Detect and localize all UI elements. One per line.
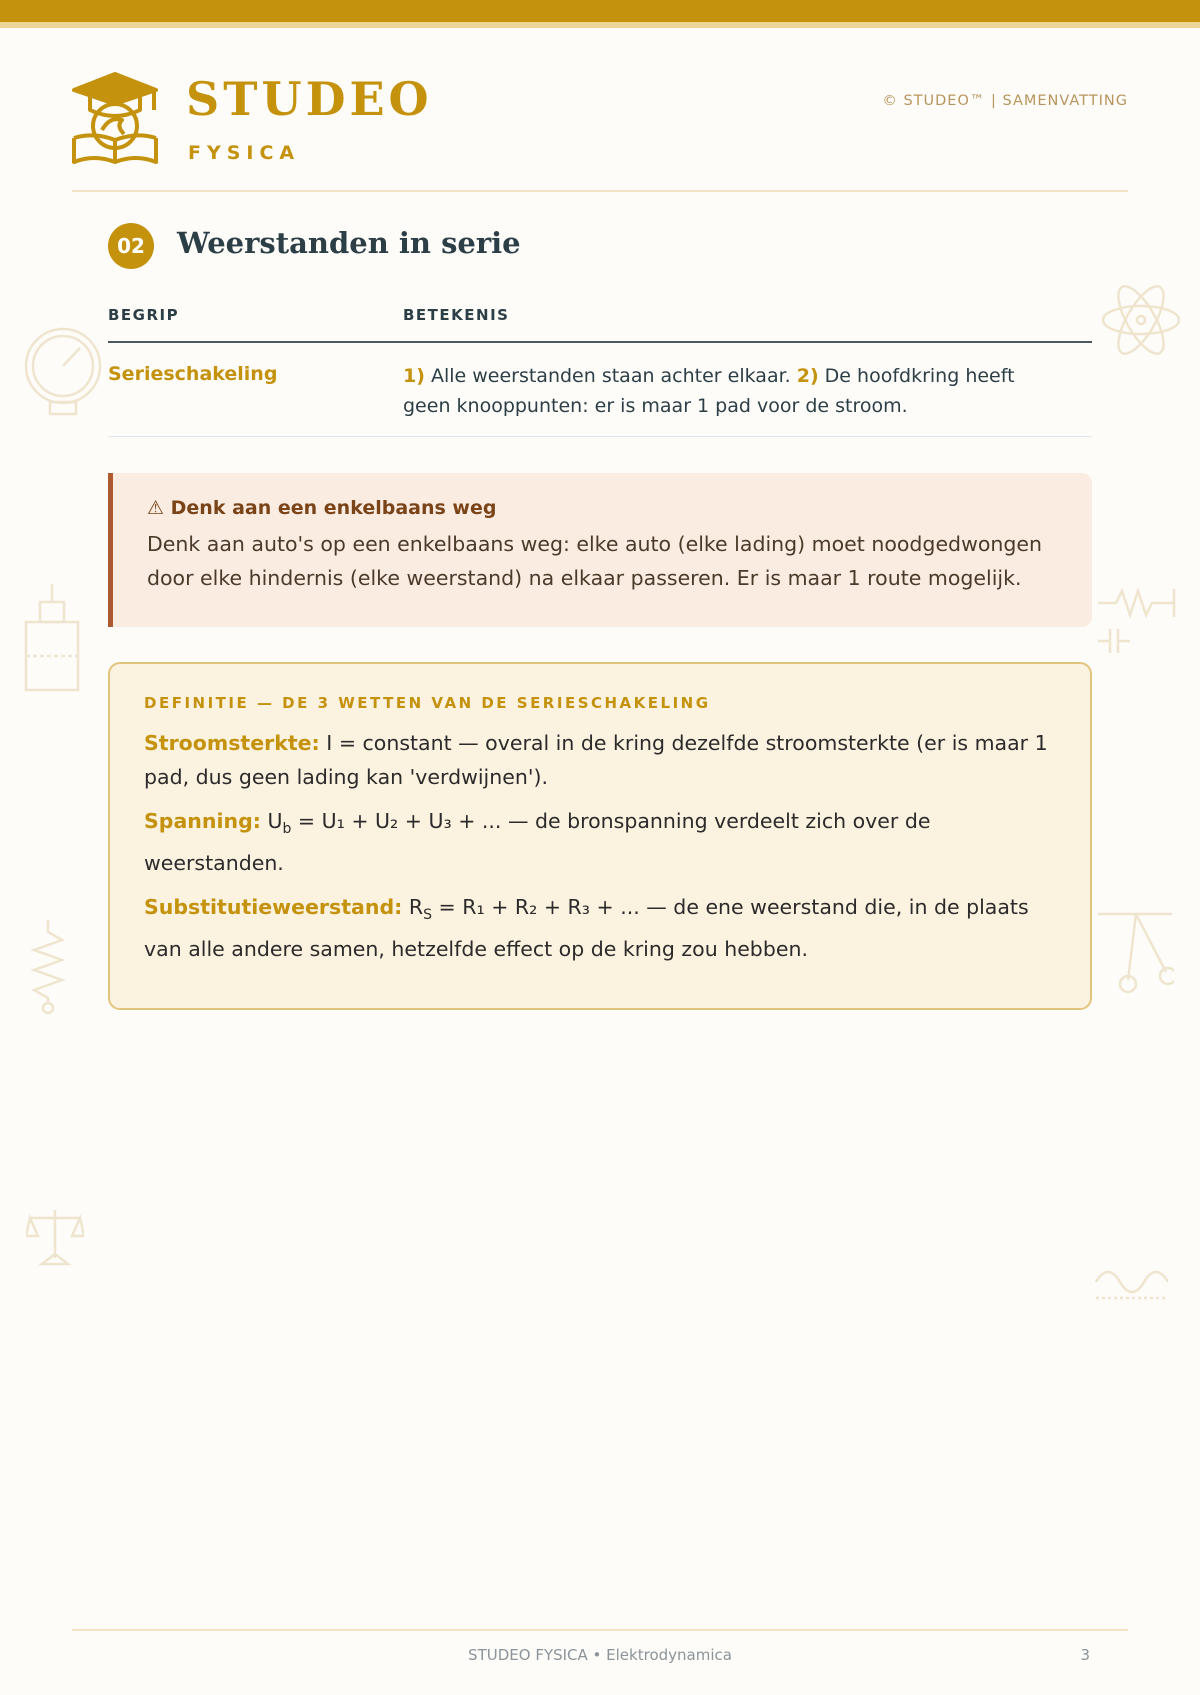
- law-current: [144, 726, 1056, 794]
- table-row-meaning: [403, 361, 1063, 421]
- definition-label: DEFINITIE — DE 3 WETTEN VAN DE SERIESCHAKELING: [144, 694, 711, 712]
- law-resistance-text: = R₁ + R₂ + R₃ + ... — de ene weerstand die, in de plaats van alle andere samen, hetzelfde effect op de kring zou hebben.: [144, 895, 1029, 962]
- meaning-number-2: 2): [796, 365, 819, 387]
- table-header-divider: [108, 341, 1092, 343]
- law-voltage-text: = U₁ + U₂ + U₃ + ... — de bronspanning verdeelt zich over de weerstanden.: [144, 809, 931, 876]
- meaning-part-2: De hoofdkring heeft geen knooppunten: er is maar 1 pad voor de stroom.: [403, 365, 1015, 417]
- law-resistance-symbol: R: [402, 895, 424, 920]
- brand-name: STUDEO: [186, 72, 433, 126]
- table-row-term: Serieschakeling: [108, 363, 278, 385]
- law-voltage: [144, 804, 1056, 880]
- law-voltage-subscript: b: [282, 821, 292, 838]
- law-resistance-key: Substitutieweerstand:: [144, 895, 403, 920]
- page-number: 3: [1080, 1646, 1090, 1664]
- top-accent-bar: [0, 0, 1200, 22]
- section-number-badge: 02: [108, 223, 154, 269]
- atom-decoration-icon: [1100, 284, 1182, 356]
- law-current-text: I = constant — overal in de kring dezelfde stroomsterkte (er is maar 1 pad, dus geen lading kan 'verdwijnen').: [144, 731, 1048, 789]
- footer-text: STUDEO FYSICA • Elektrodynamica: [468, 1646, 732, 1664]
- callout-text: Denk aan auto's op een enkelbaans weg: elke auto (elke lading) moet noodgedwongen door elke hindernis (elke weerstand) na elkaar passeren. Er is maar 1 route mogelijk.: [147, 532, 1042, 590]
- section-title: Weerstanden in serie: [177, 226, 521, 260]
- law-voltage-symbol: U: [260, 809, 283, 833]
- table-row-divider: [108, 436, 1092, 437]
- header-divider: [72, 190, 1128, 192]
- footer-divider: [72, 1629, 1128, 1631]
- table-header-term: BEGRIP: [108, 306, 180, 324]
- meaning-number-1: 1): [403, 365, 425, 387]
- law-resistance-subscript: S: [423, 907, 432, 924]
- callout-title: ⚠ Denk aan een enkelbaans weg: [147, 497, 497, 519]
- law-resistance: [144, 890, 1056, 966]
- meaning-part-1: Alle weerstanden staan achter elkaar.: [424, 365, 797, 387]
- stopwatch-decoration-icon: [22, 326, 104, 416]
- resistor-capacitor-decoration-icon: [1096, 585, 1176, 655]
- top-accent-bar-light: [0, 22, 1200, 28]
- spring-decoration-icon: [30, 918, 70, 1014]
- pendulum-decoration-icon: [1096, 910, 1174, 994]
- balance-scale-decoration-icon: [26, 1206, 84, 1268]
- law-current-key: Stroomsterkte:: [144, 731, 320, 755]
- definition-box: [108, 662, 1092, 1010]
- table-header-meaning: BETEKENIS: [403, 306, 510, 324]
- copyright-notice: © STUDEO™ | SAMENVATTING: [882, 93, 1128, 109]
- analogy-callout: [108, 473, 1092, 627]
- wave-decoration-icon: [1094, 1262, 1168, 1302]
- law-voltage-key: Spanning:: [144, 809, 261, 833]
- brand-subject: FYSICA: [188, 142, 301, 164]
- battery-decoration-icon: [22, 582, 82, 694]
- graduation-cap-book-logo-icon: [70, 70, 160, 166]
